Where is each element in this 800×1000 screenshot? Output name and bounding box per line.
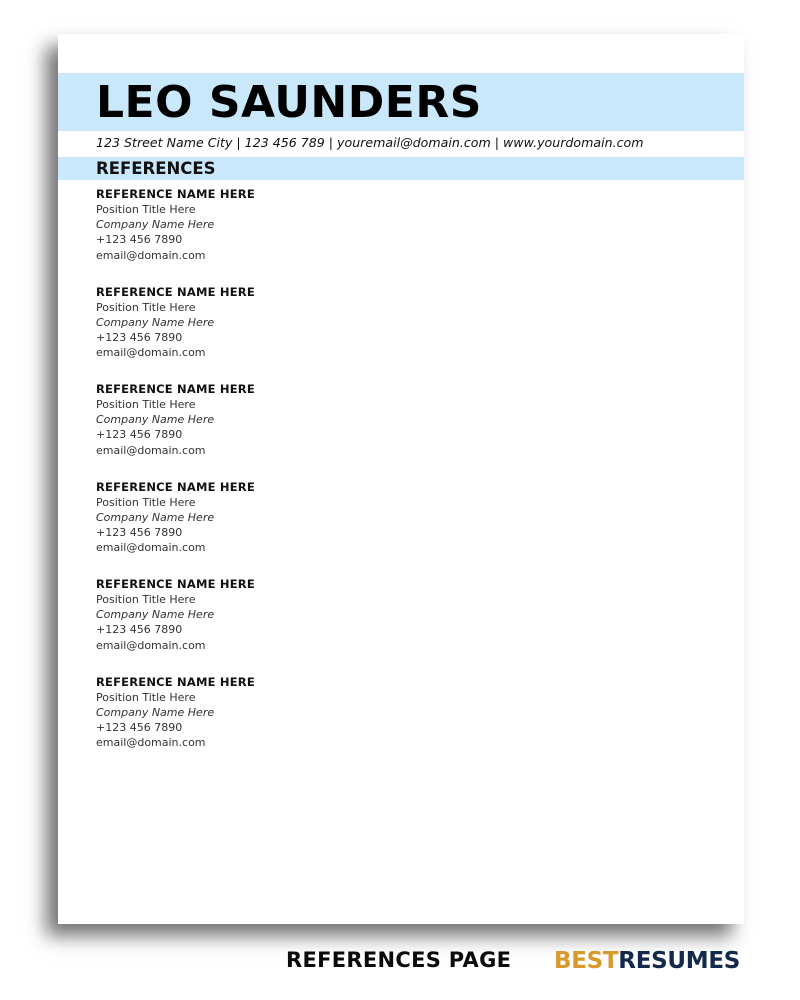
reference-position: Position Title Here: [96, 690, 196, 704]
reference-position: Position Title Here: [96, 593, 196, 606]
reference-email: email@domain.com: [96, 346, 206, 360]
reference-item: [96, 284, 255, 382]
reference-name: REFERENCE NAME HERE: [96, 479, 255, 494]
reference-company: Company Name Here: [96, 705, 215, 719]
reference-name: REFERENCE NAME HERE: [96, 674, 255, 689]
reference-company: Company Name Here: [96, 315, 215, 329]
footer-label: REFERENCES PAGE: [286, 948, 512, 972]
reference-email: email@domain.com: [96, 638, 206, 652]
section-band: [58, 157, 744, 180]
reference-name: REFERENCE NAME HERE: [96, 284, 255, 299]
reference-company: Company Name Here: [96, 510, 215, 524]
reference-phone: +123 456 7890: [96, 330, 183, 344]
contact-line: 123 Street Name City | 123 456 789 | youremail@domain.com | www.yourdomain.com: [96, 135, 644, 150]
reference-name: REFERENCE NAME HERE: [96, 382, 255, 396]
reference-item: [96, 186, 255, 284]
reference-phone: +123 456 7890: [96, 720, 183, 734]
reference-item: [96, 576, 255, 674]
reference-company: Company Name Here: [96, 608, 215, 622]
reference-item: [96, 674, 255, 772]
reference-position: Position Title Here: [96, 203, 196, 216]
reference-company: Company Name Here: [96, 413, 215, 427]
name-band: [58, 73, 744, 131]
reference-phone: +123 456 7890: [96, 525, 183, 539]
brand-logo: [554, 948, 740, 974]
references-list: [96, 186, 255, 771]
reference-item: [96, 381, 255, 479]
reference-email: email@domain.com: [96, 736, 206, 750]
candidate-name: LEO SAUNDERS: [96, 77, 482, 128]
resume-page: [58, 34, 744, 924]
reference-name: REFERENCE NAME HERE: [96, 577, 255, 591]
section-title: REFERENCES: [96, 159, 216, 178]
reference-item: [96, 479, 255, 577]
reference-position: Position Title Here: [96, 300, 196, 314]
reference-position: Position Title Here: [96, 495, 196, 509]
reference-position: Position Title Here: [96, 398, 196, 411]
reference-phone: +123 456 7890: [96, 428, 183, 442]
reference-phone: +123 456 7890: [96, 233, 183, 247]
reference-company: Company Name Here: [96, 218, 215, 232]
reference-phone: +123 456 7890: [96, 623, 183, 637]
reference-email: email@domain.com: [96, 443, 206, 457]
reference-email: email@domain.com: [96, 248, 206, 262]
brand-part-best: BEST: [554, 948, 619, 974]
reference-email: email@domain.com: [96, 541, 206, 555]
brand-part-resumes: RESUMES: [618, 948, 741, 974]
reference-name: REFERENCE NAME HERE: [96, 187, 255, 201]
